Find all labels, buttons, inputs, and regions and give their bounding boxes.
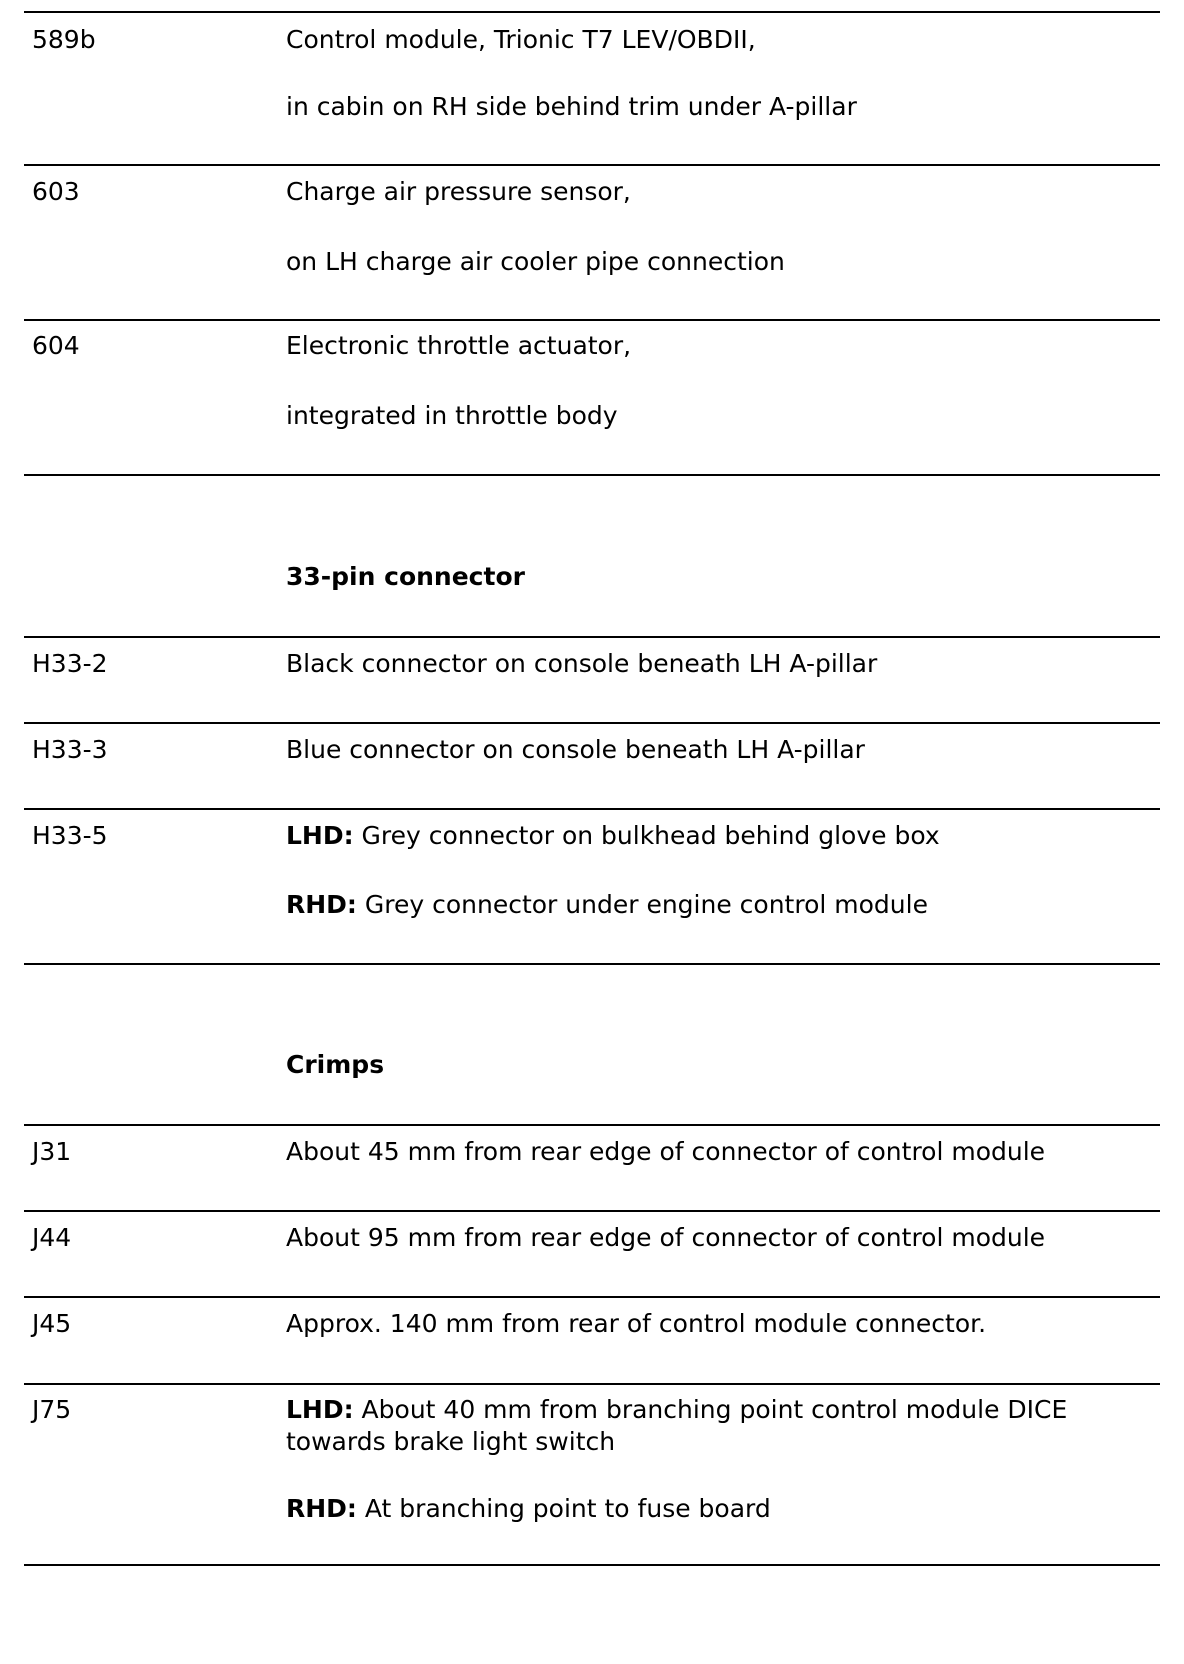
connector-code: H33-5: [32, 821, 108, 850]
connector-location: Blue connector on console beneath LH A-pillar: [286, 735, 865, 764]
component-code: 603: [32, 177, 80, 206]
row-divider: [24, 474, 1160, 476]
location-text: At branching point to fuse board: [356, 1494, 771, 1523]
crimp-location: [286, 1494, 771, 1524]
row-divider: [24, 808, 1160, 810]
row-divider: [24, 164, 1160, 166]
component-description-line: Charge air pressure sensor,: [286, 177, 631, 206]
row-divider: [24, 1383, 1160, 1385]
location-text: Grey connector under engine control module: [356, 890, 928, 919]
drive-side-label: LHD:: [286, 1395, 354, 1424]
location-text: About 40 mm from branching point control module DICE towards brake light switch: [286, 1395, 1068, 1456]
row-divider: [24, 636, 1160, 638]
row-divider: [24, 319, 1160, 321]
drive-side-label: RHD:: [286, 890, 357, 919]
connector-location: [286, 821, 940, 851]
row-divider: [24, 1564, 1160, 1566]
connector-code: H33-2: [32, 649, 108, 678]
component-description-line: Electronic throttle actuator,: [286, 331, 632, 360]
crimp-location: About 45 mm from rear edge of connector of control module: [286, 1137, 1046, 1166]
document-page: [24, 0, 1160, 1664]
section-heading: 33-pin connector: [286, 562, 525, 591]
component-code: 604: [32, 331, 80, 360]
row-divider: [24, 11, 1160, 13]
crimp-location: About 95 mm from rear edge of connector of control module: [286, 1223, 1046, 1252]
crimp-location: Approx. 140 mm from rear of control module connector.: [286, 1309, 987, 1338]
component-description-line: Control module, Trionic T7 LEV/OBDII,: [286, 25, 756, 54]
component-description-line: integrated in throttle body: [286, 401, 618, 430]
row-divider: [24, 1210, 1160, 1212]
crimp-location: [286, 1394, 1136, 1458]
crimp-code: J31: [32, 1137, 72, 1166]
component-code: 589b: [32, 25, 96, 54]
drive-side-label: RHD:: [286, 1494, 357, 1523]
crimp-code: J75: [32, 1395, 72, 1424]
connector-code: H33-3: [32, 735, 108, 764]
location-text: Grey connector on bulkhead behind glove box: [353, 821, 940, 850]
row-divider: [24, 1124, 1160, 1126]
connector-location: [286, 890, 928, 920]
connector-location: Black connector on console beneath LH A-pillar: [286, 649, 878, 678]
component-description-line: in cabin on RH side behind trim under A-pillar: [286, 92, 857, 121]
crimp-code: J44: [32, 1223, 72, 1252]
section-heading: Crimps: [286, 1050, 385, 1079]
row-divider: [24, 963, 1160, 965]
component-description-line: on LH charge air cooler pipe connection: [286, 247, 785, 276]
row-divider: [24, 1296, 1160, 1298]
drive-side-label: LHD:: [286, 821, 354, 850]
row-divider: [24, 722, 1160, 724]
crimp-code: J45: [32, 1309, 72, 1338]
